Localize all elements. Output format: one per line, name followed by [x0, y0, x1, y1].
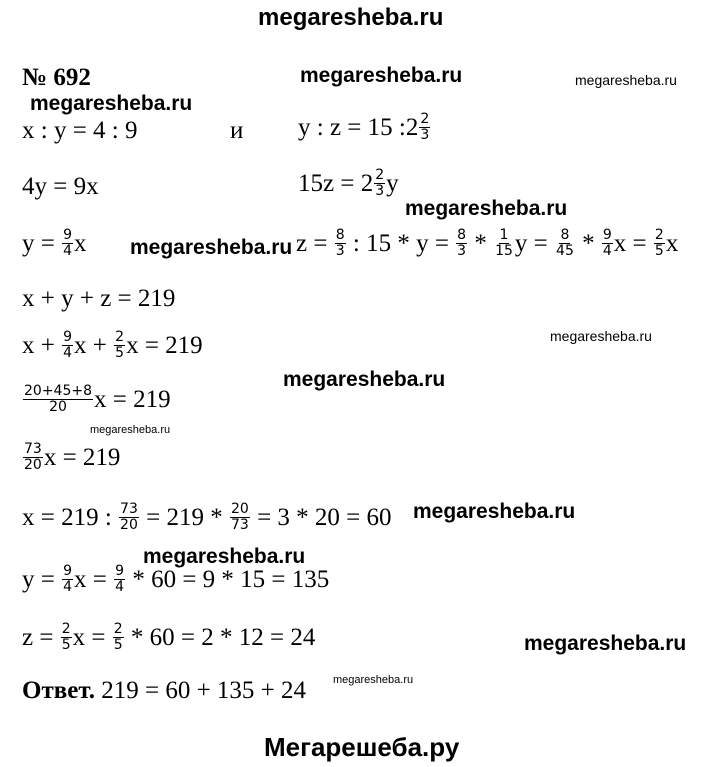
ratio-xy: x : y = 4 : 9	[22, 117, 138, 144]
fraction: $\frac{9}{4}$	[63, 563, 73, 595]
eq-73-20: $\frac{73}{20}$ x = 219	[24, 441, 121, 473]
fraction: $\frac{8}{3}$	[335, 227, 345, 259]
fraction: $\frac{73}{20}$	[24, 441, 42, 473]
eq-sum-x: x + $\frac{9}{4}$ x + $\frac{2}{5}$ x = 219	[22, 329, 203, 361]
answer-text: 219 = 60 + 135 + 24	[101, 677, 307, 704]
eq-15z: 15z = 2 $\frac{2}{3}$ y	[298, 167, 399, 199]
eq-4y: 4y = 9x	[22, 173, 99, 200]
fraction: $\frac{1}{15}$	[495, 227, 513, 259]
problem-number: № 692	[22, 64, 91, 91]
fraction: $\frac{2}{5}$	[113, 621, 123, 653]
eq-y: y = $\frac{9}{4}$ x	[22, 227, 87, 259]
fraction: $\frac{20+45+8}{20}$	[24, 383, 92, 415]
fraction: $\frac{2}{5}$	[115, 329, 125, 361]
watermark: megaresheba.ru	[575, 72, 677, 88]
fraction: $\frac{9}{4}$	[602, 227, 612, 259]
watermark: megaresheba.ru	[524, 632, 687, 655]
watermark: megaresheba.ru	[550, 328, 652, 344]
footer-watermark: Мегарешеба.ру	[264, 732, 460, 762]
watermark: megaresheba.ru	[130, 236, 293, 259]
watermark: megaresheba.ru	[300, 64, 463, 87]
fraction: $\frac{8}{3}$	[457, 227, 467, 259]
header-watermark: megaresheba.ru	[258, 4, 444, 31]
fraction: $\frac{8}{45}$	[556, 227, 574, 259]
watermark: megaresheba.ru	[413, 500, 576, 523]
fraction: $\frac{2}{3}$	[420, 111, 430, 143]
fraction: $\frac{20}{73}$	[230, 501, 249, 533]
watermark: megaresheba.ru	[143, 545, 306, 568]
watermark: megaresheba.ru	[30, 92, 193, 115]
fraction: $\frac{9}{4}$	[63, 329, 73, 361]
fraction: $\frac{2}{3}$	[375, 167, 385, 199]
eq-z: z = $\frac{8}{3}$ : 15 * y = $\frac{8}{3}$ * $\frac{1}{15}$ y = $\frac{8}{45}$ * $\frac{9}{4}$ x = $\frac{2}{5}$ x	[296, 227, 679, 259]
watermark: megaresheba.ru	[333, 674, 414, 686]
eq-x-value: x = 219 : $\frac{73}{20}$ = 219 * $\frac{20}{73}$ = 3 * 20 = 60	[22, 501, 392, 533]
answer-label: Ответ.	[22, 677, 95, 704]
fraction: $\frac{9}{4}$	[115, 563, 125, 595]
ratio-yz: y : z = 15 :2 $\frac{2}{3}$	[298, 111, 430, 143]
fraction: $\frac{2}{5}$	[654, 227, 664, 259]
answer	[22, 678, 306, 703]
conjunction: и	[230, 117, 244, 144]
eq-combined: $\frac{20+45+8}{20}$ x = 219	[24, 383, 171, 415]
eq-y-value: y = $\frac{9}{4}$ x = $\frac{9}{4}$ * 60 = 9 * 15 = 135	[22, 563, 330, 595]
watermark: megaresheba.ru	[405, 197, 568, 220]
fraction: $\frac{9}{4}$	[63, 227, 73, 259]
eq-sum: x + y + z = 219	[22, 285, 176, 312]
fraction: $\frac{2}{5}$	[61, 621, 71, 653]
watermark: megaresheba.ru	[283, 368, 446, 391]
fraction: $\frac{73}{20}$	[120, 501, 138, 533]
watermark: megaresheba.ru	[90, 424, 171, 436]
eq-z-value: z = $\frac{2}{5}$ x = $\frac{2}{5}$ * 60 = 2 * 12 = 24	[22, 621, 316, 653]
